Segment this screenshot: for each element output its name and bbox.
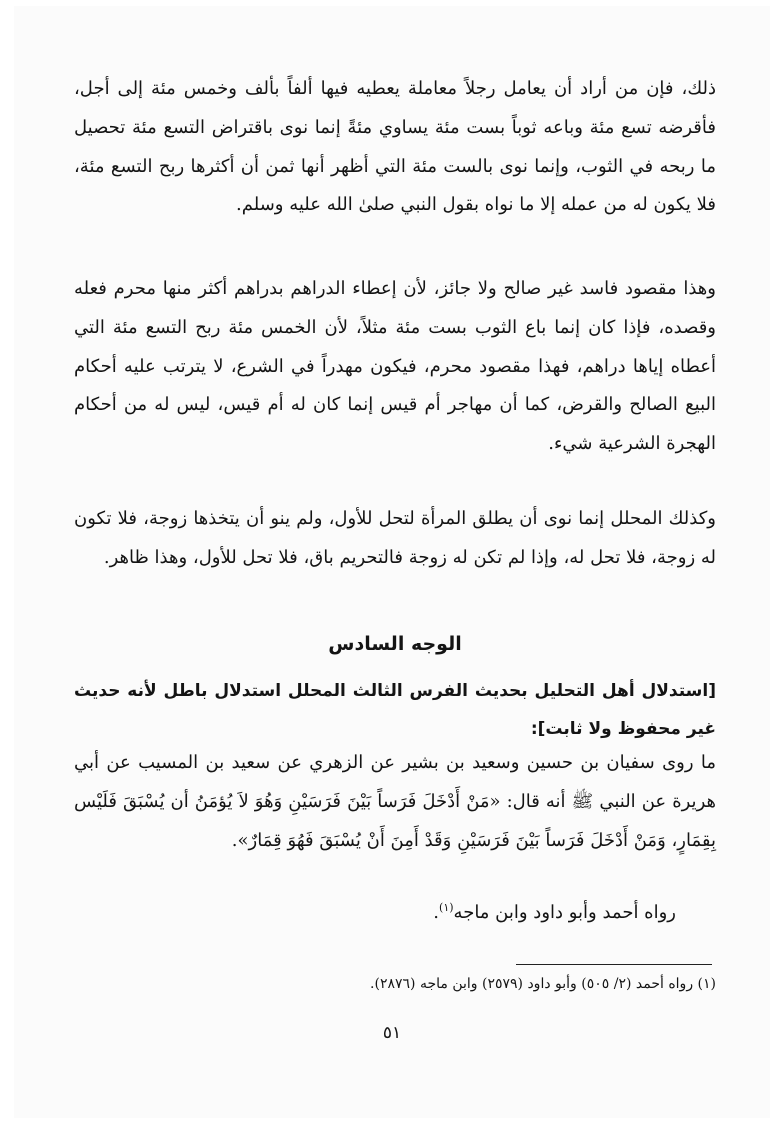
paragraph-3: وكذلك المحلل إنما نوى أن يطلق المرأة لتحل للأول، ولم ينو أن يتخذها زوجة، فلا تكون له زوجة، فلا تحل له، وإذا لم تكن له زوجة فالتحريم باق، فلا تحل للأول، وهذا ظاهر. xyxy=(74,508,716,568)
citation-end: . xyxy=(433,902,440,923)
page-number: ٥١ xyxy=(382,1023,402,1043)
footnote-divider xyxy=(516,964,712,965)
citation-text: رواه أحمد وأبو داود وابن ماجه xyxy=(453,902,676,923)
citation-line xyxy=(74,894,716,933)
hadith-paragraph: ما روى سفيان بن حسين وسعيد بن بشير عن الزهري عن سعيد بن المسيب عن أبي هريرة عن النبي ﷺ أنه قال: «مَنْ أَدْخَلَ فَرَساً بَيْنَ فَرَسَيْنِ وَهُوَ لاَ يُؤمَنُ أن يُسْبَقَ فَلَيْس بِقِمَارٍ، وَمَنْ أَدْخَلَ فَرَساً بَيْنَ فَرَسَيْنِ وَقَدْ أَمِنَ أَنْ يُسْبَقَ فَهُوَ قِمَارٌ». xyxy=(74,752,716,851)
section-title: الوجه السادس xyxy=(328,633,462,655)
section-subtitle: [استدلال أهل التحليل بحديث الفرس الثالث المحلل استدلال باطل لأنه حديث غير محفوظ ولا ثابت]: xyxy=(74,681,716,739)
footnote: (١) رواه أحمد (٢/ ٥٠٥) وأبو داود (٢٥٧٩) وابن ماجه (٢٨٧٦). xyxy=(370,976,716,992)
document-page xyxy=(14,6,770,1118)
paragraph-1: ذلك، فإن من أراد أن يعامل رجلاً معاملة يعطيه فيها ألفاً بألف وخمس مئة إلى أجل، فأقرضه تسع مئة وباعه ثوباً بست مئة يساوي مئةً إنما نوى باقتراض التسع مئة تحصيل ما ربحه في الثوب، وإنما نوى بالست مئة التي أظهر أنها ثمن أن أكثرها ربح التسع مئة، فلا يكون له من عمله إلا ما نواه بقول النبي صلىٰ الله عليه وسلم. xyxy=(74,78,716,216)
footnote-reference[interactable]: (١) xyxy=(439,901,454,914)
paragraph-2: وهذا مقصود فاسد غير صالح ولا جائز، لأن إعطاء الدراهم بدراهم أكثر منها محرم فعله وقصده، فإذا كان إنما باع الثوب بست مئة مثلاً، لأن الخمس مئة ربح التسع مئة التي أعطاه إياها دراهم، فهذا مقصود محرم، فيكون مهدراً في الشرع، لا يترتب عليه أحكام البيع الصالح والقرض، كما أن مهاجر أم قيس إنما كان له أم قيس، ليس له من أحكام الهجرة الشرعية شيء. xyxy=(74,278,716,455)
